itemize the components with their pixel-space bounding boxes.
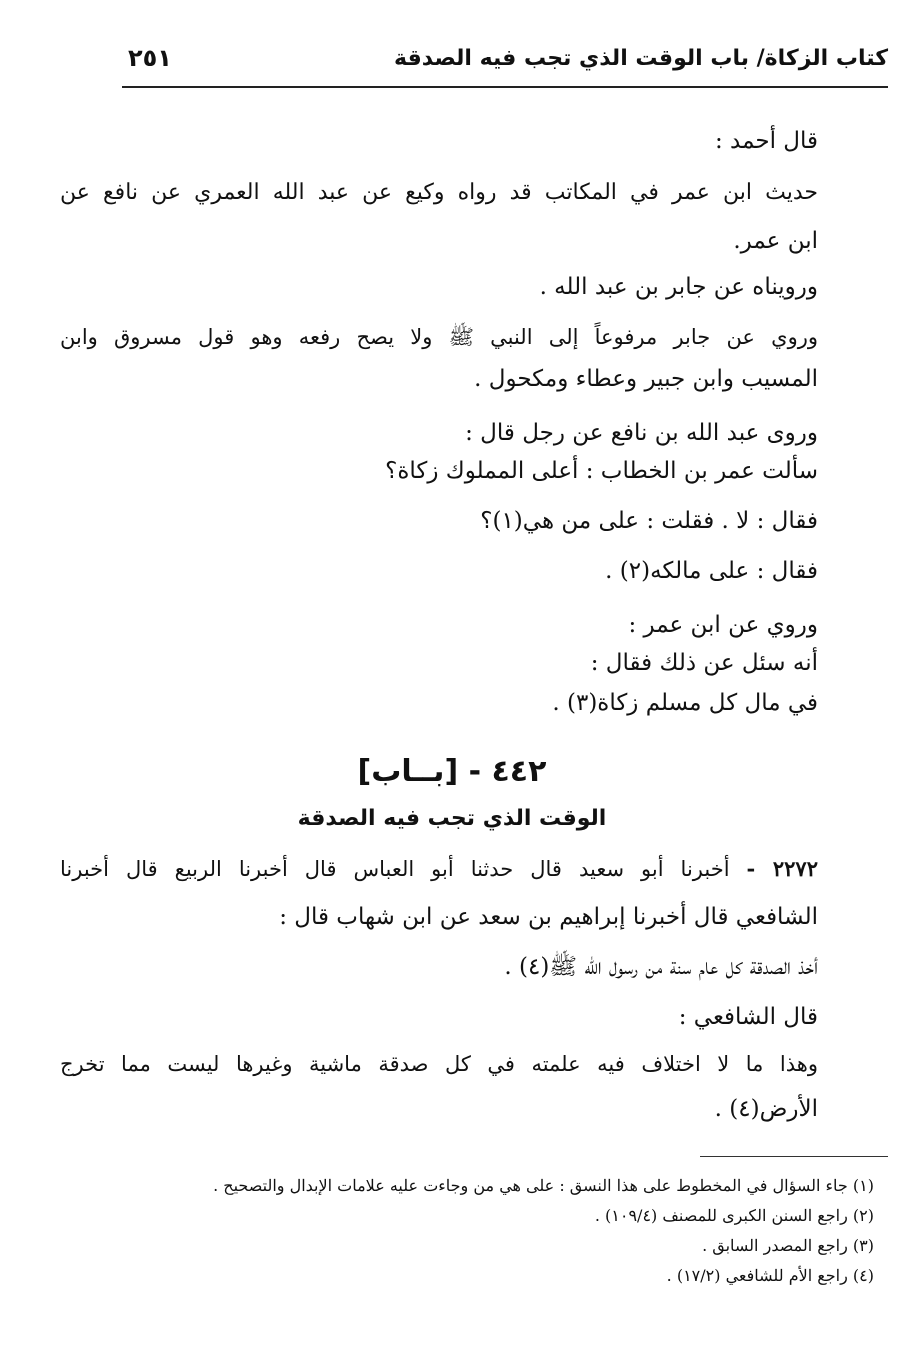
text-line: قال الشافعي :	[678, 1004, 818, 1030]
footnote: (١) جاء السؤال في المخطوط على هذا النسق : على هي من وجاءت عليه علامات الإبدال والتصحيح .	[213, 1176, 874, 1195]
text-line: ورويناه عن جابر بن عبد الله .	[539, 274, 818, 300]
section-title: الوقت الذي تجب فيه الصدقة	[297, 806, 607, 831]
text-line: في مال كل مسلم زكاة(٣) .	[552, 690, 818, 716]
text-line: وهذا ما لا اختلاف فيه علمته في كل صدقة ماشية وغيرها ليست مما تخرج	[60, 1052, 818, 1076]
hadith-text-span: أخبرنا أبو سعيد قال حدثنا أبو العباس قال أخبرنا الربيع قال أخبرنا	[60, 857, 730, 881]
text-line: وروى عبد الله بن نافع عن رجل قال :	[465, 420, 818, 446]
section-number: ٤٤٢ - [بــاب]	[357, 754, 547, 789]
text-line: وروي عن ابن عمر :	[628, 612, 818, 638]
text-line: المسيب وابن جبير وعطاء ومكحول .	[474, 366, 818, 392]
header-title: كتاب الزكاة/ باب الوقت الذي تجب فيه الصدقة	[394, 46, 888, 71]
footnote: (٤) راجع الأم للشافعي (١٧/٢) .	[666, 1266, 874, 1285]
text-line: وروي عن جابر مرفوعاً إلى النبي ﷺ ولا يصح رفعه وهو قول مسروق وابن	[60, 325, 818, 349]
page-number: ٢٥١	[128, 44, 172, 72]
text-line: أنه سئل عن ذلك فقال :	[590, 650, 818, 676]
footnote-divider	[700, 1156, 888, 1157]
footnote: (٣) راجع المصدر السابق .	[702, 1236, 874, 1255]
text-line	[60, 856, 818, 881]
text-line: الأرض(٤) .	[714, 1096, 818, 1122]
footnote: (٢) راجع السنن الكبرى للمصنف (١٠٩/٤) .	[594, 1206, 874, 1225]
text-line: الشافعي قال أخبرنا إبراهيم بن سعد عن ابن شهاب قال :	[279, 904, 818, 930]
text-line: حديث ابن عمر في المكاتب قد رواه وكيع عن عبد الله العمري عن نافع عن	[60, 180, 818, 205]
text-line: أخذ الصدقة كل عام سنة من رسول الله ﷺ(٤) .	[504, 954, 818, 980]
text-line: قال أحمد :	[714, 128, 818, 154]
hadith-number: ٢٢٧٢ -	[746, 856, 818, 881]
text-line: سألت عمر بن الخطاب : أعلى المملوك زكاة؟	[385, 458, 818, 484]
text-line: ابن عمر.	[733, 228, 818, 254]
running-header	[122, 40, 888, 88]
text-line: فقال : لا . فقلت : على من هي(١)؟	[480, 508, 818, 534]
text-line: فقال : على مالكه(٢) .	[605, 558, 818, 584]
